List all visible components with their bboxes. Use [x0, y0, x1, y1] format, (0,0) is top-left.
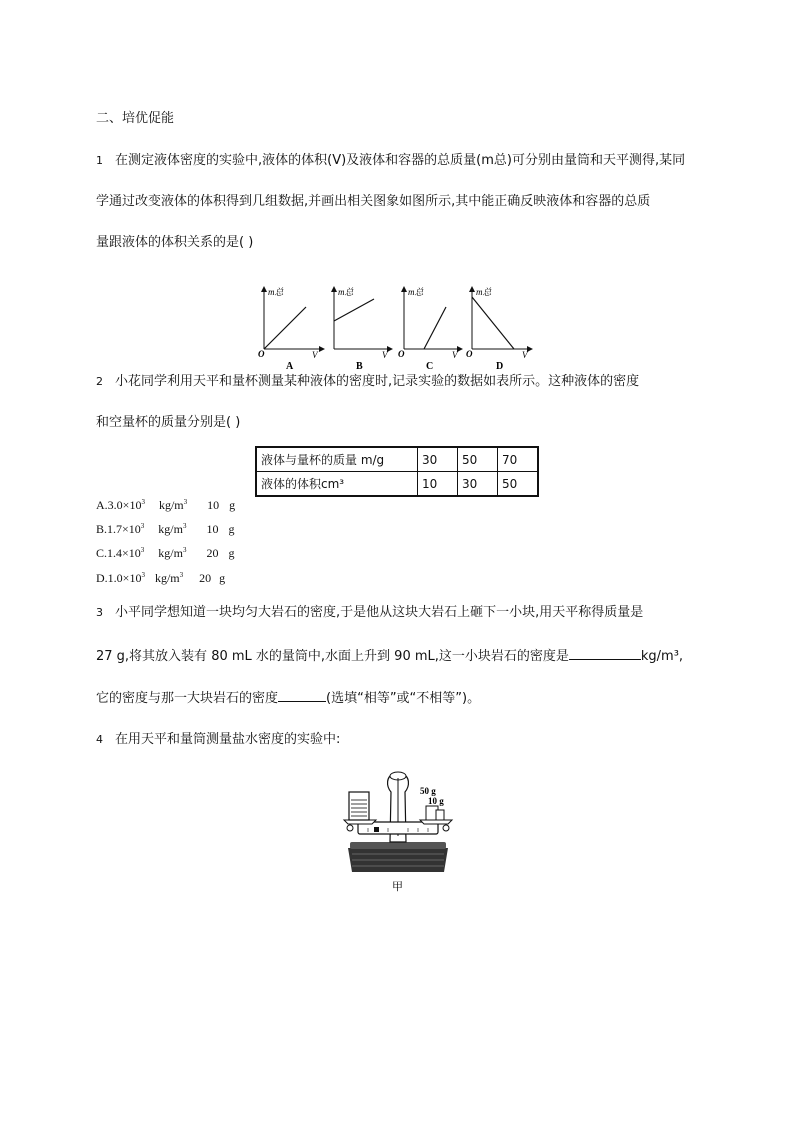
option-exp: 3: [140, 522, 145, 530]
graph-c-line: [424, 307, 446, 349]
graph-d: [466, 287, 530, 372]
graph-a-line: [264, 307, 306, 349]
q1-text-line1: 在测定液体密度的实验中,液体的体积(V)及液体和容器的总质量(m总)可分别由量筒和天平测得,某同: [115, 153, 686, 168]
option-unit: kg/m: [158, 498, 184, 512]
option-a[interactable]: [96, 498, 235, 513]
option-unit-exp: 3: [179, 571, 184, 579]
option-c[interactable]: [96, 546, 234, 561]
graph-c-origin: O: [398, 349, 405, 359]
weight-10g-label: 10 g: [428, 796, 444, 806]
table-cell: 10: [418, 472, 458, 497]
option-mass-unit: g: [229, 498, 236, 512]
graph-c-caption: C: [426, 361, 434, 372]
q2-number: 2: [96, 375, 103, 388]
table-cell: 70: [498, 447, 539, 472]
q1-line1: [96, 153, 685, 169]
option-unit-exp: 3: [182, 546, 187, 554]
table-row: [256, 472, 538, 497]
graph-b-caption: B: [356, 361, 363, 372]
q3-line3: [96, 689, 480, 707]
table-cell: 50: [498, 472, 539, 497]
graph-c: [398, 287, 460, 372]
q3-answer-blank-density[interactable]: [569, 647, 641, 660]
q3-number: 3: [96, 606, 103, 619]
q2-text-line1: 小花同学利用天平和量杯测量某种液体的密度时,记录实验的数据如表所示。这种液体的密度: [115, 374, 640, 389]
option-mass-unit: g: [228, 522, 235, 536]
option-value: 1.0×10: [107, 571, 142, 585]
section-title: 二、培优促能: [96, 111, 175, 126]
q3-line1: [96, 605, 643, 621]
option-mass: 10: [207, 498, 220, 512]
table-cell: 30: [458, 472, 498, 497]
q3-unit: kg/m³,: [640, 649, 684, 664]
q1-text-line3: 量跟液体的体积关系的是( ): [96, 235, 254, 250]
option-unit: kg/m: [158, 522, 183, 536]
option-value: 1.4×10: [107, 546, 141, 560]
q3-text-line3-end: (选填“相等”或“不相等”)。: [326, 691, 481, 706]
graph-c-y-label: m总: [408, 287, 424, 297]
rider: [374, 827, 379, 832]
option-mass-unit: g: [228, 546, 235, 560]
q2-line1: [96, 374, 639, 390]
balance-figure: [336, 764, 460, 894]
q1-graphs-figure: [250, 283, 540, 373]
table-row: [256, 447, 538, 472]
graph-d-origin: O: [466, 349, 473, 359]
graph-d-line: [472, 297, 514, 349]
table-cell: 50: [458, 447, 498, 472]
option-mass-unit: g: [219, 571, 226, 585]
weight-50g-label: 50 g: [420, 786, 436, 796]
graph-a-origin: O: [258, 349, 265, 359]
option-value: 3.0×10: [107, 498, 142, 512]
graph-a-y-label: m总: [268, 287, 284, 297]
q3-text-line3: 它的密度与那一大块岩石的密度: [96, 691, 279, 706]
graph-d-x-label: V: [522, 350, 528, 360]
graph-b-line: [334, 299, 374, 321]
option-exp: 3: [141, 498, 145, 506]
option-mass: 10: [206, 522, 219, 536]
graph-b-y-label: m总: [338, 287, 354, 297]
q1-text-line2: 学通过改变液体的体积得到几组数据,并画出相关图象如图所示,其中能正确反映液体和容器的总质: [96, 194, 651, 209]
option-label: A.: [96, 498, 108, 512]
right-pan: [420, 820, 452, 824]
graph-c-x-label: V: [452, 350, 458, 360]
q4-text-line1: 在用天平和量筒测量盐水密度的实验中:: [115, 732, 341, 747]
figure-caption: 甲: [392, 881, 403, 893]
option-label: D.: [96, 571, 108, 585]
graph-d-y-label: m总: [476, 287, 492, 297]
table-header-mass: 液体与量杯的质量 m/g: [256, 447, 418, 472]
option-unit-exp: 3: [183, 498, 188, 506]
q3-text-line1: 小平同学想知道一块均匀大岩石的密度,于是他从这块大岩石上砸下一小块,用天平称得质量是: [115, 605, 644, 620]
q4-line1: [96, 732, 340, 748]
option-d[interactable]: [96, 571, 225, 586]
option-label: B.: [96, 522, 108, 536]
q3-answer-blank-compare[interactable]: [278, 689, 326, 702]
option-exp: 3: [141, 571, 145, 579]
weight-10g-icon: [436, 810, 444, 820]
option-unit-exp: 3: [182, 522, 187, 530]
q1-number: 1: [96, 154, 103, 167]
table-header-volume: 液体的体积cm³: [256, 472, 418, 497]
q2-text-line2: 和空量杯的质量分别是( ): [96, 415, 241, 430]
option-unit: kg/m: [154, 571, 180, 585]
option-b[interactable]: [96, 522, 234, 537]
q4-number: 4: [96, 733, 103, 746]
graph-b-x-label: V: [382, 350, 388, 360]
graph-d-caption: D: [496, 361, 504, 372]
q3-text-line2: 27 g,将其放入装有 80 mL 水的量筒中,水面上升到 90 mL,这一小块岩石的密度是: [96, 649, 569, 664]
q2-data-table: [255, 446, 539, 497]
graph-b: [334, 287, 390, 372]
q3-line2: [96, 647, 683, 665]
option-mass: 20: [206, 546, 219, 560]
option-mass: 20: [199, 571, 212, 585]
option-exp: 3: [140, 546, 145, 554]
option-unit: kg/m: [158, 546, 183, 560]
option-label: C.: [96, 546, 108, 560]
table-cell: 30: [418, 447, 458, 472]
option-value: 1.7×10: [107, 522, 141, 536]
graph-a-x-label: V: [312, 350, 318, 360]
graph-a-caption: A: [286, 361, 294, 372]
graph-a: [258, 287, 322, 372]
